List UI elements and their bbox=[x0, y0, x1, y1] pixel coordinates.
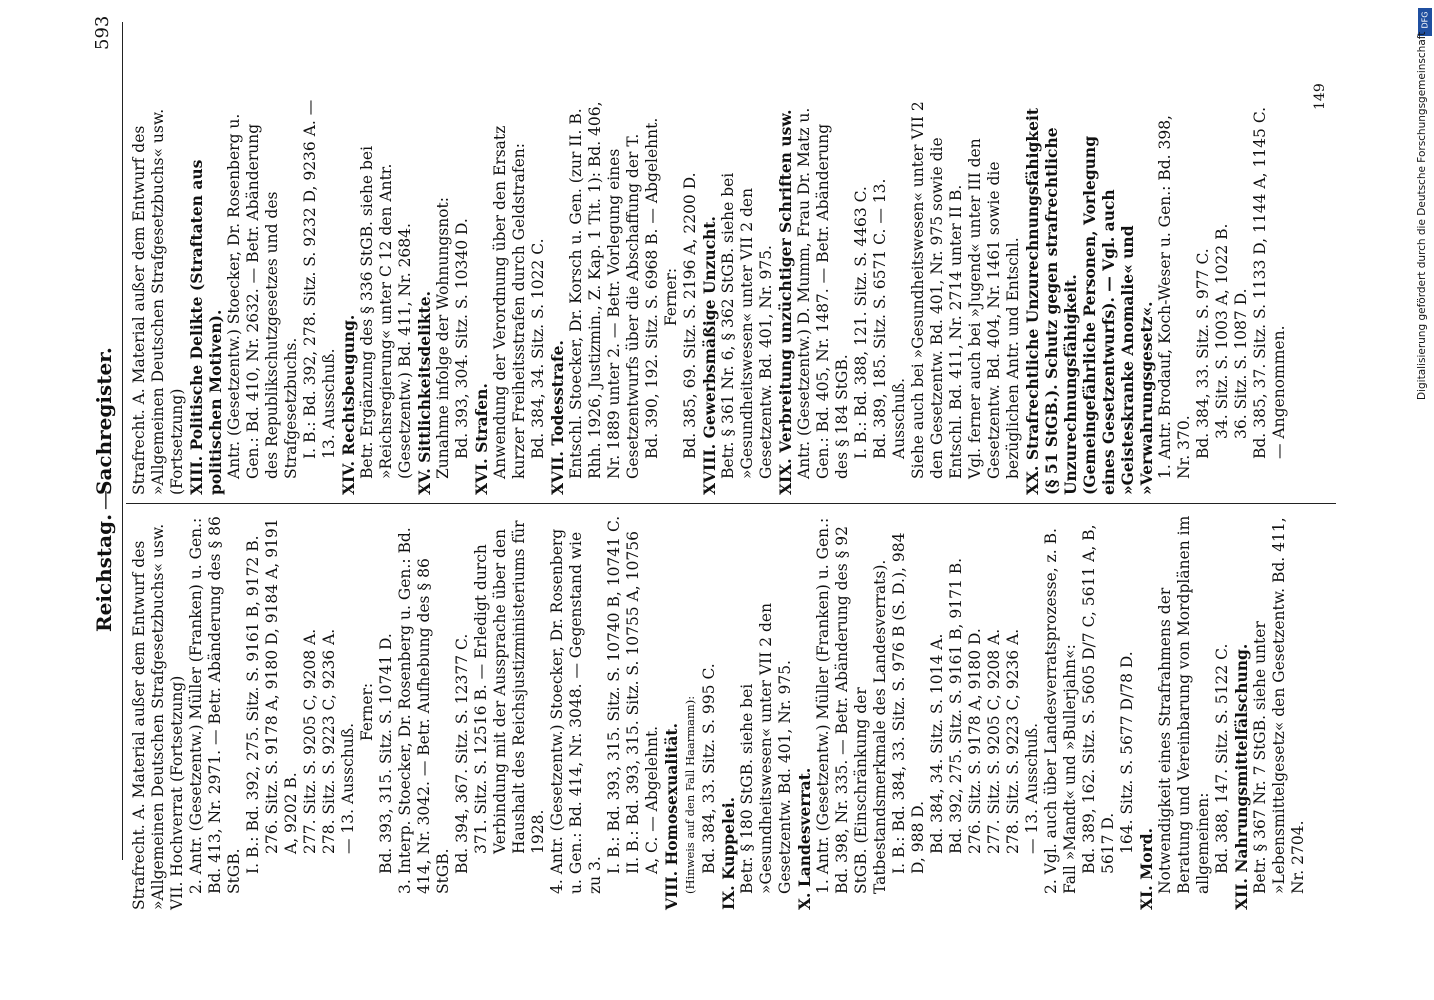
left-entry: 278. Sitz. S. 9223 C, 9236 A. bbox=[320, 628, 338, 854]
left-entry: I. B.: Bd. 392, 275. Sitz. S. 9161 B, 9172 B. bbox=[244, 535, 262, 874]
left-entry: 4. Antr. (Gesetzentw.) Stoecker, Dr. Rosenberg u. Gen.: Bd. 414, Nr. 3048. — Gegenstand wie zu 3. bbox=[548, 528, 604, 894]
left-entry: 3. Interp. Stoecker, Dr. Rosenberg u. Gen.: Bd. 414, Nr. 3042. — Betr. Aufhebung des § 86 StGB. bbox=[396, 527, 452, 894]
header-dash: — bbox=[92, 490, 116, 510]
right-entry: XVIII. Gewerbsmäßige Unzucht. bbox=[700, 216, 719, 495]
right-entry: XV. Sittlichkeitsdelikte. bbox=[415, 290, 434, 495]
left-entry: 277. Sitz. S. 9205 C, 9208 A. bbox=[301, 628, 319, 854]
dfg-logo-text: DFG bbox=[1420, 11, 1430, 29]
left-entry: Bd. 389, 162. Sitz. S. 5605 D/7 C, 5611 A, B, 5617 D. bbox=[1080, 524, 1117, 874]
left-entry: — 13. Ausschuß. bbox=[339, 722, 357, 854]
right-entry: Betr. § 361 Nr. 6, § 362 StGB. siehe bei »Gesundheitswesen« unter VII 2 den Gesetzentw. Bd. 401, Nr. 975. bbox=[719, 172, 775, 479]
right-entry: Vgl. ferner auch bei »Jugend« unter III den Gesetzentw. Bd. 404, Nr. 1461 sowie die bezüglichen Antr. und Entschl. bbox=[966, 138, 1022, 479]
right-entry: Zunahme infolge der Wohnungsnot: bbox=[434, 197, 452, 479]
left-entry: Betr. § 367 Nr. 7 StGB. siehe unter »Lebensmittelgesetz« den Gesetzentw. Bd. 411, Nr. 2704. bbox=[1251, 517, 1307, 894]
left-entry: 278. Sitz. S. 9223 C, 9236 A. bbox=[1004, 628, 1022, 854]
page-number: 593 bbox=[92, 15, 113, 50]
right-entry: Bd. 384, 33. Sitz. S. 977 C. bbox=[1194, 248, 1212, 459]
right-entry: Entschl. Stoecker, Dr. Korsch u. Gen. (zur II. B. Rhh. 1926, Justizmin., Z. Kap. 1 Tit. 1): Bd. 406, Nr. 1889 unter 2. — Betr. Vorlegung eines Gesetzentwurfs über die Abschaffung der T. bbox=[567, 101, 642, 479]
digitization-credit-text: Digitalisierung gefördert durch die Deutsche Forschungsgemeinschaft bbox=[1416, 31, 1428, 400]
right-entry: XVI. Strafen. bbox=[472, 383, 491, 495]
left-entry: 276. Sitz. S. 9178 A, 9180 D, 9184 A, 9191 A, 9202 B. bbox=[263, 518, 300, 854]
right-entry: Bd. 385, 37. Sitz. S. 1133 D, 1144 A, 1145 C. — Angenommen. bbox=[1251, 106, 1288, 459]
left-entry: XI. Mord. bbox=[1137, 828, 1156, 910]
right-entry: Antr. (Gesetzentw.) Stoecker, Dr. Rosenberg u. Gen.: Bd. 410, Nr. 2632. — Betr. Abänderung des Republikschutzgesetzes und des Strafgesetzbuchs. bbox=[225, 113, 300, 479]
left-entry: (Hinweis auf den Fall Haarmann): bbox=[683, 695, 697, 894]
running-header bbox=[92, 0, 118, 1000]
left-entry: 371. Sitz. S. 12516 B. — Erledigt durch Verbindung mit der Aussprache über den Haushalt des Reichsjustizministeriums für 1928. bbox=[472, 520, 547, 854]
right-entry: 1. Antr. Brodauf, Koch-Weser u. Gen.: Bd. 398, Nr. 370. bbox=[1156, 115, 1193, 479]
left-entry: 276. Sitz. S. 9178 A, 9180 D. bbox=[966, 628, 984, 854]
left-entry: Bd. 393, 315. Sitz. S. 10741 D. bbox=[377, 633, 395, 874]
left-entry: I. B.: Bd. 384, 33. Sitz. S. 976 B (S. D.), 984 D, 988 D. bbox=[890, 532, 927, 874]
left-entry: XII. Nahrungsmittelfälschung. bbox=[1232, 643, 1251, 910]
right-entry: XIII. Politische Delikte (Straftaten aus politischen Motiven). bbox=[187, 159, 225, 495]
right-entry: Betr. Ergänzung des § 336 StGB. siehe bei »Reichsregierung« unter C 12 den Antr. (Gesetzentw.) Bd. 411, Nr. 2684. bbox=[358, 145, 414, 479]
footer-number: 149 bbox=[1312, 83, 1328, 110]
left-entry: 1. Antr. (Gesetzentw.) Müller (Franken) u. Gen.: Bd. 398, Nr. 335. — Betr. Abänderung des § 92 StGB. (Einschränkung der Tatbestandsmerkmale des Landesverrats). bbox=[814, 517, 889, 894]
left-entry: II. B.: Bd. 393, 315. Sitz. S. 10755 A, 10756 A, C. — Abgelehnt. bbox=[624, 531, 661, 874]
left-entry: Bd. 392, 275. Sitz. S. 9161 B, 9171 B. bbox=[947, 557, 965, 854]
left-entry: IX. Kuppelei. bbox=[719, 796, 738, 910]
header-left: Reichstag. bbox=[92, 513, 116, 632]
right-entry: Strafrecht. A. Material außer dem Entwurf des »Allgemeinen Deutschen Strafgesetzbuchs« usw. (Fortsetzung) bbox=[130, 108, 186, 495]
right-entry: Bd. 385, 69. Sitz. S. 2196 A, 2200 D. bbox=[681, 172, 699, 459]
right-entry: 36. Sitz. S. 1087 D. bbox=[1232, 288, 1250, 439]
left-entry: Bd. 394, 367. Sitz. S. 12377 C. bbox=[453, 633, 471, 874]
column-divider bbox=[126, 503, 1336, 504]
digitization-credit bbox=[1416, 20, 1430, 400]
right-entry: Antr. (Gesetzentw.) D. Mumm, Frau Dr. Matz u. Gen.: Bd. 405, Nr. 1487. — Betr. Abänderung des § 184 StGB. bbox=[795, 107, 851, 479]
right-entry: XIV. Rechtsbeugung. bbox=[339, 314, 358, 495]
right-entry: Anwendung der Verordnung über den Ersatz kurzer Freiheitsstrafen durch Geldstrafen: bbox=[491, 125, 528, 479]
left-entry: Betr. § 180 StGB. siehe bei »Gesundheitswesen« unter VII 2 den Gesetzentw. Bd. 401, Nr. 975. bbox=[738, 602, 794, 894]
right-entry: Bd. 389, 185. Sitz. S. 6571 C. — 13. Ausschuß. bbox=[871, 178, 908, 459]
right-entry: XVII. Todesstrafe. bbox=[548, 340, 567, 495]
left-entry: 277. Sitz. S. 9205 C, 9208 A. bbox=[985, 628, 1003, 854]
right-entry: Bd. 393, 304. Sitz. S. 10340 D. bbox=[453, 218, 471, 459]
right-entry: Bd. 390, 192. Sitz. S. 6968 B. — Abgelehnt. bbox=[643, 117, 661, 459]
left-entry: I. B.: Bd. 393, 315. Sitz. S. 10740 B, 10741 C. bbox=[605, 515, 623, 874]
left-entry: 2. Vgl. auch über Landesverratsprozesse, z. B. Fall »Mandt« und »Bullerjahn«: bbox=[1042, 528, 1079, 894]
right-entry: XX. Strafrechtliche Unzurechnungsfähigkeit (§ 51 StGB.). Schutz gegen strafrechtliche Unzurechnungsfähigkeit. (Gemeingefährliche Personen, Vorlegung eines Gesetzentwurfs). — Vgl. auch »Geisteskranke Anomalie« und »Verwahrungsgesetz«. bbox=[1023, 107, 1156, 495]
left-entry: 2. Antr. (Gesetzentw.) Müller (Franken) u. Gen.: Bd. 413, Nr. 2971. — Betr. Abänderung des § 86 StGB. bbox=[187, 516, 243, 894]
left-entry: VIII. Homosexualität. bbox=[662, 723, 681, 910]
left-entry: Notwendigkeit eines Strafrahmens der Beratung und Vereinbarung von Mordplänen im allgemeinen: bbox=[1156, 515, 1212, 894]
left-entry: X. Landesverrat. bbox=[795, 767, 814, 910]
header-rule bbox=[122, 22, 123, 860]
header-right: Sachregister. bbox=[92, 347, 116, 495]
left-entry: Bd. 388, 147. Sitz. S. 5122 C. bbox=[1213, 643, 1231, 874]
left-entry: Bd. 384, 34. Sitz. S. 1014 A. bbox=[928, 633, 946, 854]
right-entry: Bd. 384, 34. Sitz. S. 1022 C. bbox=[529, 238, 547, 459]
left-entry: Strafrecht. A. Material außer dem Entwurf des »Allgemeinen Deutschen Strafgesetzbuchs« usw. VII. Hochverrat (Fortsetzung) bbox=[130, 523, 186, 910]
left-entry: Bd. 384, 33. Sitz. S. 995 C. bbox=[700, 663, 718, 874]
right-entry: Ferner: bbox=[662, 267, 680, 327]
left-entry: 164. Sitz. S. 5677 D/78 D. bbox=[1118, 651, 1136, 854]
left-column bbox=[130, 514, 1308, 910]
right-column bbox=[130, 99, 1289, 495]
left-entry: — 13. Ausschuß. bbox=[1023, 722, 1041, 854]
left-entry: Ferner: bbox=[358, 682, 376, 742]
right-entry: Siehe auch bei »Gesundheitswesen« unter VII 2 den Gesetzentw. Bd. 401, Nr. 975 sowie die Entschl. Bd. 411, Nr. 2714 unter II B. bbox=[909, 101, 965, 479]
right-entry: XIX. Verbreitung unzüchtiger Schriften usw. bbox=[776, 109, 795, 495]
right-entry: 34. Sitz. S. 1003 A, 1022 B. bbox=[1213, 223, 1231, 439]
right-entry: I. B.: Bd. 392, 278. Sitz. S. 9232 D, 9236 A. — 13. Ausschuß. bbox=[301, 99, 338, 459]
right-entry: I. B.: Bd. 388, 121. Sitz. S. 4463 C. bbox=[852, 186, 870, 459]
